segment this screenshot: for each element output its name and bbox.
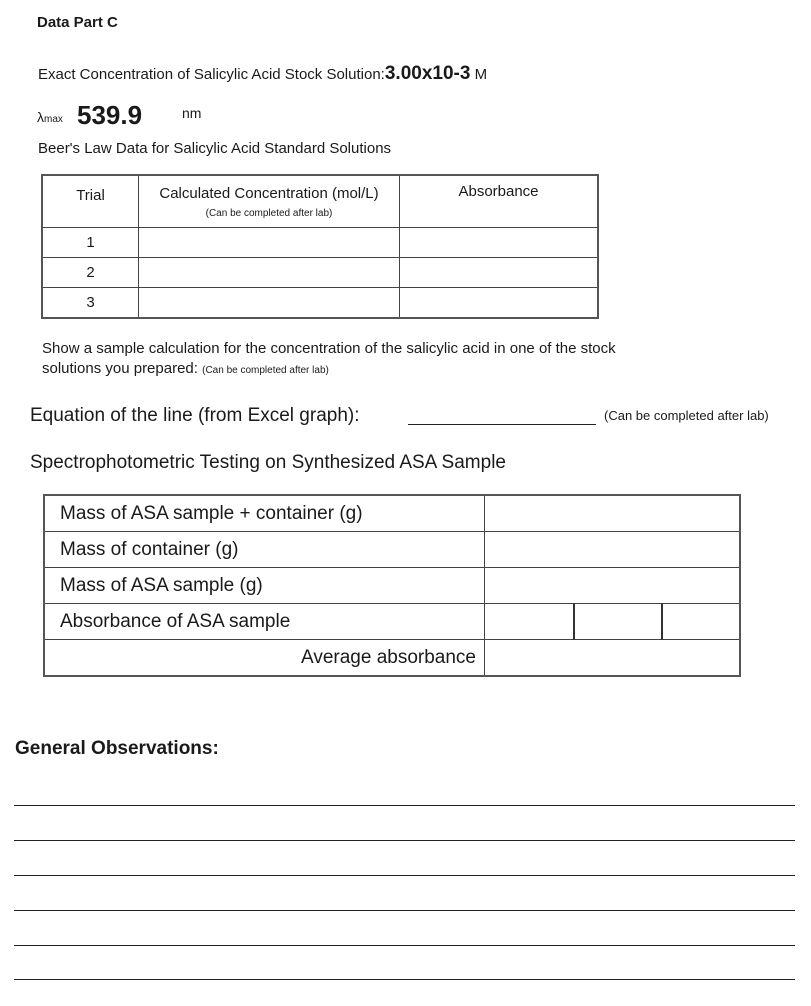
sample-calculation-line-1: Show a sample calculation for the concentration of the salicylic acid in one of the stock (42, 340, 616, 357)
absorbance-cell[interactable] (400, 288, 599, 319)
stock-concentration-label: Exact Concentration of Salicylic Acid Stock Solution: (38, 66, 385, 83)
trial-cell: 2 (42, 258, 139, 288)
lambda-subscript: max (44, 114, 63, 125)
absorbance-cell-2[interactable] (574, 604, 662, 640)
observation-line[interactable] (14, 945, 795, 946)
stock-concentration-unit: M (474, 66, 488, 83)
equation-note: (Can be completed after lab) (604, 408, 769, 423)
equation-label: Equation of the line (from Excel graph): (30, 405, 360, 426)
lambda-symbol: λ (37, 109, 44, 125)
table-row (44, 568, 740, 604)
concentration-cell[interactable] (139, 288, 400, 319)
mass-sample-cell[interactable] (485, 568, 741, 604)
beers-law-table (41, 174, 599, 319)
mass-total-cell[interactable] (485, 495, 741, 532)
sample-calculation-prompt (42, 339, 616, 381)
average-absorbance-cell[interactable] (485, 640, 741, 677)
absorbance-cell-1[interactable] (485, 604, 575, 640)
stock-concentration-line (38, 63, 487, 85)
observation-line[interactable] (14, 910, 795, 911)
average-absorbance-label: Average absorbance (44, 640, 485, 677)
table-row (44, 604, 740, 640)
general-observations-heading: General Observations: (15, 738, 219, 759)
trial-cell: 3 (42, 288, 139, 319)
mass-container-cell[interactable] (485, 532, 741, 568)
table-row (44, 495, 740, 532)
section-title: Data Part C (37, 14, 118, 31)
absorbance-cell[interactable] (400, 228, 599, 258)
concentration-cell[interactable] (139, 258, 400, 288)
lambda-max-label (37, 109, 63, 125)
absorbance-label: Absorbance of ASA sample (44, 604, 485, 640)
observation-line[interactable] (14, 979, 795, 980)
spectrophotometric-heading: Spectrophotometric Testing on Synthesized ASA Sample (30, 452, 506, 473)
asa-sample-table (43, 494, 741, 677)
absorbance-column-header: Absorbance (400, 175, 599, 228)
observation-line[interactable] (14, 840, 795, 841)
absorbance-cell[interactable] (400, 258, 599, 288)
concentration-column-header: Calculated Concentration (mol/L) (Can be completed after lab) (139, 175, 400, 228)
observation-line[interactable] (14, 805, 795, 806)
lambda-max-value[interactable]: 539.9 (77, 100, 143, 130)
sample-calculation-note: (Can be completed after lab) (202, 365, 329, 376)
beers-law-header-row (42, 175, 598, 228)
table-row (42, 258, 598, 288)
beers-law-heading: Beer's Law Data for Salicylic Acid Standard Solutions (38, 140, 392, 157)
table-row (44, 640, 740, 677)
table-row (44, 532, 740, 568)
concentration-note: (Can be completed after lab) (205, 208, 333, 219)
table-row (42, 228, 598, 258)
sample-calculation-line-2: solutions you prepared: (42, 360, 198, 377)
observation-line[interactable] (14, 875, 795, 876)
equation-blank[interactable] (408, 424, 596, 425)
absorbance-cell-3[interactable] (662, 604, 740, 640)
trial-column-header: Trial (42, 175, 139, 228)
concentration-cell[interactable] (139, 228, 400, 258)
mass-container-label: Mass of container (g) (44, 532, 485, 568)
stock-concentration-value[interactable]: 3.00x10-3 (384, 63, 471, 84)
trial-cell: 1 (42, 228, 139, 258)
mass-total-label: Mass of ASA sample + container (g) (44, 495, 485, 532)
table-row (42, 288, 598, 319)
mass-sample-label: Mass of ASA sample (g) (44, 568, 485, 604)
lambda-max-unit: nm (182, 105, 202, 121)
